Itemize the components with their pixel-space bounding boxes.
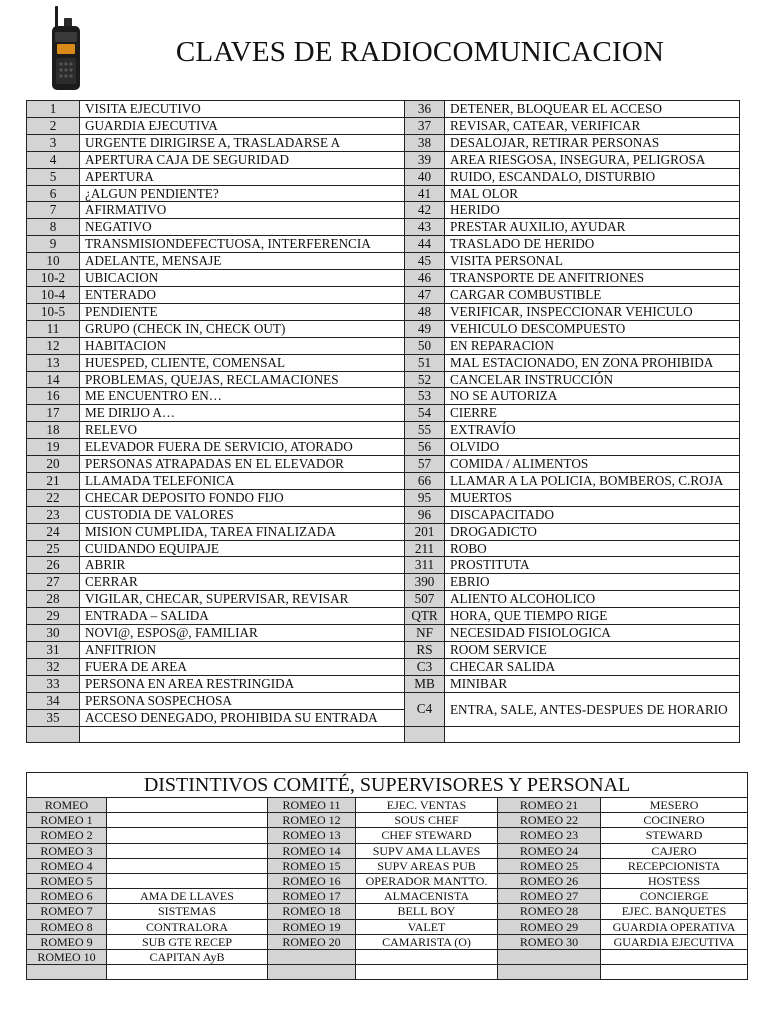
code-description: VERIFICAR, INSPECCIONAR VEHICULO: [445, 303, 740, 320]
code-description: OLVIDO: [445, 439, 740, 456]
identifier-row: [27, 874, 748, 889]
identifier-role: [601, 950, 748, 965]
identifier-key: ROMEO 10: [27, 950, 107, 965]
code-description: NECESIDAD FISIOLOGICA: [445, 625, 740, 642]
code-description: CUIDANDO EQUIPAJE: [80, 540, 405, 557]
code-description: VEHICULO DESCOMPUESTO: [445, 320, 740, 337]
codes-table: [26, 100, 740, 743]
identifier-role: GUARDIA OPERATIVA: [601, 919, 748, 934]
identifier-row: [27, 965, 748, 980]
code-number: 95: [405, 489, 445, 506]
identifier-role: [107, 813, 268, 828]
code-number: 2: [27, 117, 80, 134]
code-number: 3: [27, 134, 80, 151]
code-description: ME DIRIJO A…: [80, 405, 405, 422]
code-description: TRANSPORTE DE ANFITRIONES: [445, 270, 740, 287]
identifier-role: [107, 798, 268, 813]
identifier-key: [268, 965, 356, 980]
identifier-key: ROMEO 24: [498, 843, 601, 858]
code-number: 66: [405, 472, 445, 489]
code-number: 96: [405, 506, 445, 523]
code-description: ROBO: [445, 540, 740, 557]
code-description: ROOM SERVICE: [445, 642, 740, 659]
identifier-row: [27, 950, 748, 965]
identifier-key: ROMEO 18: [268, 904, 356, 919]
code-row: [27, 320, 740, 337]
code-description: GRUPO (CHECK IN, CHECK OUT): [80, 320, 405, 337]
code-row: [27, 608, 740, 625]
code-number: 48: [405, 303, 445, 320]
code-description: PROSTITUTA: [445, 557, 740, 574]
code-description: EBRIO: [445, 574, 740, 591]
code-description: HUESPED, CLIENTE, COMENSAL: [80, 354, 405, 371]
identifier-row: [27, 798, 748, 813]
code-number: 4: [27, 151, 80, 168]
identifier-key: ROMEO 30: [498, 934, 601, 949]
code-row: [27, 405, 740, 422]
code-number: 28: [27, 591, 80, 608]
code-description: ACCESO DENEGADO, PROHIBIDA SU ENTRADA: [80, 709, 405, 726]
code-number: 40: [405, 168, 445, 185]
code-number: 41: [405, 185, 445, 202]
identifier-key: ROMEO 16: [268, 874, 356, 889]
identifier-role: AMA DE LLAVES: [107, 889, 268, 904]
code-number: 8: [27, 219, 80, 236]
code-row: [27, 642, 740, 659]
identifier-row: [27, 843, 748, 858]
identifier-key: ROMEO 17: [268, 889, 356, 904]
code-description: ENTERADO: [80, 286, 405, 303]
code-row: [27, 439, 740, 456]
identifier-key: ROMEO 20: [268, 934, 356, 949]
code-number: 18: [27, 422, 80, 439]
identifier-key: ROMEO 6: [27, 889, 107, 904]
identifier-key: ROMEO 23: [498, 828, 601, 843]
code-description: MINIBAR: [445, 675, 740, 692]
identifier-row: [27, 858, 748, 873]
code-number: 29: [27, 608, 80, 625]
identifiers-table: [26, 772, 748, 980]
code-description: MAL OLOR: [445, 185, 740, 202]
identifier-role: SUPV AMA LLAVES: [356, 843, 498, 858]
code-number: 36: [405, 101, 445, 118]
code-description: ANFITRION: [80, 642, 405, 659]
code-number: 43: [405, 219, 445, 236]
code-number: 10-5: [27, 303, 80, 320]
identifier-role: CONTRALORA: [107, 919, 268, 934]
code-row: [27, 168, 740, 185]
code-description: PROBLEMAS, QUEJAS, RECLAMACIONES: [80, 371, 405, 388]
identifier-role: CAPITAN AyB: [107, 950, 268, 965]
code-description: LLAMAR A LA POLICIA, BOMBEROS, C.ROJA: [445, 472, 740, 489]
identifier-role: [107, 965, 268, 980]
code-number: 211: [405, 540, 445, 557]
code-description: CUSTODIA DE VALORES: [80, 506, 405, 523]
code-row: [27, 219, 740, 236]
identifier-role: SISTEMAS: [107, 904, 268, 919]
code-number: 6: [27, 185, 80, 202]
code-number: 24: [27, 523, 80, 540]
code-row: [27, 134, 740, 151]
code-number: 51: [405, 354, 445, 371]
code-description: REVISAR, CATEAR, VERIFICAR: [445, 117, 740, 134]
identifier-role: CAMARISTA (O): [356, 934, 498, 949]
identifier-role: CAJERO: [601, 843, 748, 858]
code-number: 13: [27, 354, 80, 371]
code-description: EN REPARACION: [445, 337, 740, 354]
code-description: GUARDIA EJECUTIVA: [80, 117, 405, 134]
identifier-role: COCINERO: [601, 813, 748, 828]
code-description: CERRAR: [80, 574, 405, 591]
identifier-row: [27, 828, 748, 843]
code-description: UBICACION: [80, 270, 405, 287]
code-row: [27, 270, 740, 287]
code-description: CANCELAR INSTRUCCIÓN: [445, 371, 740, 388]
identifier-row: [27, 813, 748, 828]
code-description: DESALOJAR, RETIRAR PERSONAS: [445, 134, 740, 151]
code-number: 17: [27, 405, 80, 422]
identifier-role: HOSTESS: [601, 874, 748, 889]
identifier-key: ROMEO 3: [27, 843, 107, 858]
code-number: 7: [27, 202, 80, 219]
code-description: DETENER, BLOQUEAR EL ACCESO: [445, 101, 740, 118]
identifiers-title-row: [27, 773, 748, 798]
identifier-role: OPERADOR MANTTO.: [356, 874, 498, 889]
code-description: ELEVADOR FUERA DE SERVICIO, ATORADO: [80, 439, 405, 456]
identifier-role: RECEPCIONISTA: [601, 858, 748, 873]
code-number: 44: [405, 236, 445, 253]
code-number: 46: [405, 270, 445, 287]
code-description: AFIRMATIVO: [80, 202, 405, 219]
identifier-role: SUPV AREAS PUB: [356, 858, 498, 873]
code-description: CHECAR SALIDA: [445, 658, 740, 675]
code-number: 22: [27, 489, 80, 506]
code-description: MUERTOS: [445, 489, 740, 506]
code-description: HORA, QUE TIEMPO RIGE: [445, 608, 740, 625]
code-number-empty: [405, 726, 445, 743]
identifier-key: ROMEO 1: [27, 813, 107, 828]
code-description-empty: [445, 726, 740, 743]
identifier-role: CHEF STEWARD: [356, 828, 498, 843]
code-row: [27, 371, 740, 388]
code-number: RS: [405, 642, 445, 659]
code-row: [27, 202, 740, 219]
code-number: NF: [405, 625, 445, 642]
code-number: 33: [27, 675, 80, 692]
code-description: PERSONAS ATRAPADAS EN EL ELEVADOR: [80, 456, 405, 473]
code-number: 1: [27, 101, 80, 118]
code-row: [27, 692, 740, 709]
identifier-key: ROMEO 19: [268, 919, 356, 934]
code-row: [27, 557, 740, 574]
code-number: 10-4: [27, 286, 80, 303]
code-row: [27, 726, 740, 743]
code-description: ME ENCUENTRO EN…: [80, 388, 405, 405]
code-number: 39: [405, 151, 445, 168]
code-number: QTR: [405, 608, 445, 625]
identifier-key: ROMEO 8: [27, 919, 107, 934]
identifier-key: ROMEO 29: [498, 919, 601, 934]
code-description: PERSONA EN AREA RESTRINGIDA: [80, 675, 405, 692]
identifier-key: ROMEO 28: [498, 904, 601, 919]
identifier-key: [498, 965, 601, 980]
code-description: ENTRA, SALE, ANTES-DESPUES DE HORARIO: [445, 692, 740, 726]
code-row: [27, 185, 740, 202]
identifier-role: STEWARD: [601, 828, 748, 843]
code-row: [27, 422, 740, 439]
code-row: [27, 388, 740, 405]
identifier-role: [107, 843, 268, 858]
code-number: 507: [405, 591, 445, 608]
identifiers-title: DISTINTIVOS COMITÉ, SUPERVISORES Y PERSONAL: [27, 773, 748, 798]
identifier-key: ROMEO 9: [27, 934, 107, 949]
code-number: MB: [405, 675, 445, 692]
code-description: RELEVO: [80, 422, 405, 439]
code-description: RUIDO, ESCANDALO, DISTURBIO: [445, 168, 740, 185]
code-row: [27, 101, 740, 118]
code-number: 37: [405, 117, 445, 134]
code-number: 57: [405, 456, 445, 473]
code-row: [27, 337, 740, 354]
page-title: CLAVES DE RADIOCOMUNICACION: [175, 36, 665, 68]
identifier-key: ROMEO 14: [268, 843, 356, 858]
code-number: 14: [27, 371, 80, 388]
code-row: [27, 625, 740, 642]
code-description: MISION CUMPLIDA, TAREA FINALIZADA: [80, 523, 405, 540]
identifier-role: CONCIERGE: [601, 889, 748, 904]
code-number: 390: [405, 574, 445, 591]
identifier-key: ROMEO 21: [498, 798, 601, 813]
code-description: ALIENTO ALCOHOLICO: [445, 591, 740, 608]
identifier-key: ROMEO 7: [27, 904, 107, 919]
code-number: 12: [27, 337, 80, 354]
code-description: HERIDO: [445, 202, 740, 219]
code-description: COMIDA / ALIMENTOS: [445, 456, 740, 473]
code-number: 16: [27, 388, 80, 405]
code-number: 53: [405, 388, 445, 405]
code-description: HABITACION: [80, 337, 405, 354]
code-description: ADELANTE, MENSAJE: [80, 253, 405, 270]
identifier-key: ROMEO 4: [27, 858, 107, 873]
identifier-role: ALMACENISTA: [356, 889, 498, 904]
code-number: 11: [27, 320, 80, 337]
code-number: 32: [27, 658, 80, 675]
identifier-row: [27, 919, 748, 934]
code-description: AREA RIESGOSA, INSEGURA, PELIGROSA: [445, 151, 740, 168]
identifier-key: [498, 950, 601, 965]
identifier-key: [268, 950, 356, 965]
code-number: 50: [405, 337, 445, 354]
code-number: 52: [405, 371, 445, 388]
identifier-key: ROMEO 2: [27, 828, 107, 843]
code-number: 49: [405, 320, 445, 337]
code-row: [27, 523, 740, 540]
code-number: 20: [27, 456, 80, 473]
identifier-role: MESERO: [601, 798, 748, 813]
code-number: 27: [27, 574, 80, 591]
code-description: LLAMADA TELEFONICA: [80, 472, 405, 489]
code-row: [27, 591, 740, 608]
code-description: CHECAR DEPOSITO FONDO FIJO: [80, 489, 405, 506]
code-description: MAL ESTACIONADO, EN ZONA PROHIBIDA: [445, 354, 740, 371]
code-description: ENTRADA – SALIDA: [80, 608, 405, 625]
code-description: TRANSMISIONDEFECTUOSA, INTERFERENCIA: [80, 236, 405, 253]
identifier-role: [107, 874, 268, 889]
code-row: [27, 303, 740, 320]
code-description: VISITA EJECUTIVO: [80, 101, 405, 118]
identifier-role: SUB GTE RECEP: [107, 934, 268, 949]
code-description: DROGADICTO: [445, 523, 740, 540]
identifier-key: [27, 965, 107, 980]
handheld-radio-icon: [46, 6, 86, 90]
code-description: VISITA PERSONAL: [445, 253, 740, 270]
identifier-row: [27, 889, 748, 904]
code-row: [27, 151, 740, 168]
code-description: NEGATIVO: [80, 219, 405, 236]
code-description-empty: [80, 726, 405, 743]
code-row: [27, 236, 740, 253]
identifier-role: SOUS CHEF: [356, 813, 498, 828]
identifier-role: [601, 965, 748, 980]
code-number: 26: [27, 557, 80, 574]
code-description: VIGILAR, CHECAR, SUPERVISAR, REVISAR: [80, 591, 405, 608]
code-number: 47: [405, 286, 445, 303]
code-number: C4: [405, 692, 445, 726]
code-description: ABRIR: [80, 557, 405, 574]
identifier-role: [356, 965, 498, 980]
code-row: [27, 472, 740, 489]
code-row: [27, 456, 740, 473]
identifier-role: VALET: [356, 919, 498, 934]
identifier-key: ROMEO 5: [27, 874, 107, 889]
code-number: 23: [27, 506, 80, 523]
identifier-role: EJEC. BANQUETES: [601, 904, 748, 919]
code-number: 35: [27, 709, 80, 726]
code-number: 10-2: [27, 270, 80, 287]
code-number: 201: [405, 523, 445, 540]
code-description: PERSONA SOSPECHOSA: [80, 692, 405, 709]
identifier-key: ROMEO 11: [268, 798, 356, 813]
code-row: [27, 489, 740, 506]
code-description: PRESTAR AUXILIO, AYUDAR: [445, 219, 740, 236]
code-number: 34: [27, 692, 80, 709]
code-description: APERTURA CAJA DE SEGURIDAD: [80, 151, 405, 168]
identifier-role: [107, 858, 268, 873]
code-row: [27, 506, 740, 523]
code-description: NOVI@, ESPOS@, FAMILIAR: [80, 625, 405, 642]
code-description: NO SE AUTORIZA: [445, 388, 740, 405]
code-row: [27, 540, 740, 557]
identifier-key: ROMEO 25: [498, 858, 601, 873]
identifier-key: ROMEO 12: [268, 813, 356, 828]
code-description: TRASLADO DE HERIDO: [445, 236, 740, 253]
code-row: [27, 658, 740, 675]
code-description: CARGAR COMBUSTIBLE: [445, 286, 740, 303]
code-number: 56: [405, 439, 445, 456]
identifier-role: GUARDIA EJECUTIVA: [601, 934, 748, 949]
code-number: 31: [27, 642, 80, 659]
code-row: [27, 574, 740, 591]
code-row: [27, 354, 740, 371]
code-description: DISCAPACITADO: [445, 506, 740, 523]
identifier-role: [356, 950, 498, 965]
code-description: FUERA DE AREA: [80, 658, 405, 675]
code-number: 25: [27, 540, 80, 557]
code-number: 45: [405, 253, 445, 270]
identifier-role: EJEC. VENTAS: [356, 798, 498, 813]
code-number: 311: [405, 557, 445, 574]
code-number: 21: [27, 472, 80, 489]
identifier-role: [107, 828, 268, 843]
code-number-empty: [27, 726, 80, 743]
identifier-role: BELL BOY: [356, 904, 498, 919]
identifier-key: ROMEO 22: [498, 813, 601, 828]
code-number: C3: [405, 658, 445, 675]
code-number: 9: [27, 236, 80, 253]
code-number: 42: [405, 202, 445, 219]
code-description: APERTURA: [80, 168, 405, 185]
code-row: [27, 675, 740, 692]
code-row: [27, 286, 740, 303]
identifier-row: [27, 934, 748, 949]
code-number: 54: [405, 405, 445, 422]
identifier-key: ROMEO 26: [498, 874, 601, 889]
code-number: 38: [405, 134, 445, 151]
code-number: 30: [27, 625, 80, 642]
code-row: [27, 253, 740, 270]
code-description: CIERRE: [445, 405, 740, 422]
code-row: [27, 117, 740, 134]
identifier-key: ROMEO 13: [268, 828, 356, 843]
code-number: 55: [405, 422, 445, 439]
identifier-key: ROMEO: [27, 798, 107, 813]
code-description: ¿ALGUN PENDIENTE?: [80, 185, 405, 202]
identifier-row: [27, 904, 748, 919]
code-number: 10: [27, 253, 80, 270]
code-description: PENDIENTE: [80, 303, 405, 320]
code-description: EXTRAVÍO: [445, 422, 740, 439]
identifier-key: ROMEO 27: [498, 889, 601, 904]
code-number: 19: [27, 439, 80, 456]
identifier-key: ROMEO 15: [268, 858, 356, 873]
code-number: 5: [27, 168, 80, 185]
code-description: URGENTE DIRIGIRSE A, TRASLADARSE A: [80, 134, 405, 151]
